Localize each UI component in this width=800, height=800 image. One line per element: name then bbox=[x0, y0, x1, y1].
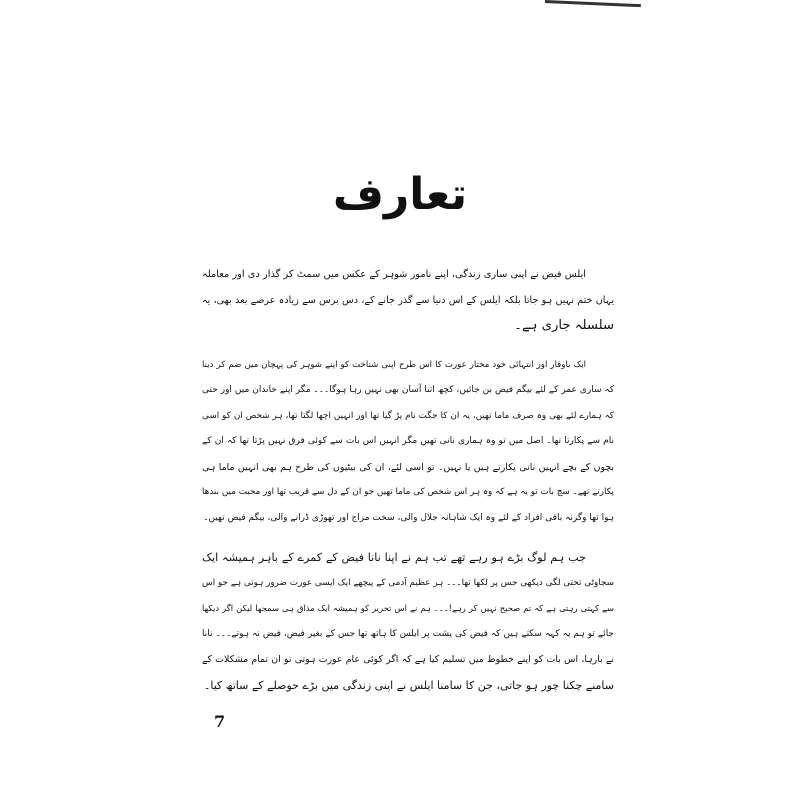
text-line: ایک باوقار اور انتہائی خود مختار عورت کا اس طرح اپنی شناخت کو اپنے شوہر کی پہچان میں ضم کر دینا bbox=[202, 359, 586, 370]
text-line: ہوا تھا وگرنہ باقی افراد کے لئے وہ ایک شاہانہ جلال والی، سخت مزاج اور تھوڑی ڈرانے والی، بیگم فیض تھیں۔ bbox=[203, 512, 614, 523]
text-line: نے بارہا، اس بات کو اپنے خطوط میں تسلیم کیا ہے کہ اگر کوئی عام عورت ہوتی تو ان تمام مشکلات کے bbox=[202, 654, 614, 665]
text-line: جائے تو ہم یہ کہہ سکتے ہیں کہ فیض کی پشت پر ایلس کا ہاتھ تھا جس کے بغیر فیض، فیض نہ ہوتے۔۔۔ نانا bbox=[202, 628, 614, 639]
text-line: کہ ساری عمر کے لئے بیگم فیض بن جائیں، کچھ اتنا آسان بھی نہیں رہا ہوگا۔۔۔ مگر اپنے خاندان میں اور حتی bbox=[202, 385, 614, 395]
text-line: سامنے چکنا چور ہو جاتی، جن کا سامنا ایلس نے اپنی زندگی میں بڑے حوصلے کے ساتھ کیا۔ bbox=[203, 678, 614, 692]
paragraph-3 bbox=[202, 545, 614, 698]
chapter-title: تعارف bbox=[332, 169, 468, 220]
body-text bbox=[202, 262, 614, 698]
text-line: ایلس فیض نے اپنی ساری زندگی، اپنے نامور شوہر کے عکس میں سمٹ کر گذار دی اور معاملہ bbox=[202, 269, 586, 280]
paragraph-2 bbox=[202, 353, 614, 532]
text-line: کہ ہمارے لئے بھی وہ صرف ماما تھیں، یہ ان کا جگت نام پڑ گیا تھا اور انہیں اچھا لگتا تھا، ہر شخص ان کو اسی bbox=[202, 410, 614, 421]
text-line: نام سے پکارتا تھا۔ اصل میں تو وہ ہماری نانی تھیں مگر انہیں اس بات سے کوئی فرق نہیں پڑتا تھا کہ ان کے bbox=[202, 436, 614, 446]
text-line: یہاں ختم نہیں ہو جاتا بلکہ ایلس کے اس دنیا سے گذر جانے کے، دس برس سے زیادہ عرصے بعد بھی، یہ bbox=[202, 294, 614, 306]
text-line: جب ہم لوگ بڑے ہو رہے تھے تب ہم نے اپنا نانا فیض کے کمرے کے باہر ہمیشہ ایک bbox=[202, 551, 586, 564]
text-line: سے کہتی رہتی ہے کہ تم صحیح نہیں کر رہے!۔۔۔ ہم نے اس تحریر کو ہمیشہ ایک مذاق ہی سمجھا لیکن اگر دیکھا bbox=[202, 603, 614, 613]
text-line: سلسلہ جاری ہے۔ bbox=[514, 318, 614, 333]
text-line: بچوں کے بچے انہیں نانی پکارتے ہیں یا نہیں۔ تو اسی لئے، ان کی بیٹیوں کی طرح ہم بھی انہیں ماما ہی bbox=[202, 461, 614, 473]
text-line: سجاوٹی تختی لگی دیکھی جس پر لکھا تھا۔۔۔ ہر عظیم آدمی کے پیچھے ایک ایسی عورت ضرور ہوتی ہے جو اس bbox=[202, 577, 614, 588]
scan-artifact-line bbox=[545, 0, 641, 7]
paragraph-1 bbox=[202, 262, 614, 339]
text-line: پکارتے تھے۔ سچ بات تو یہ ہے کہ وہ ہر اس شخص کی ماما تھیں جو ان کے دل سے قریب تھا اور محبت میں بندھا bbox=[202, 487, 614, 497]
page-number: 7 bbox=[214, 712, 226, 731]
